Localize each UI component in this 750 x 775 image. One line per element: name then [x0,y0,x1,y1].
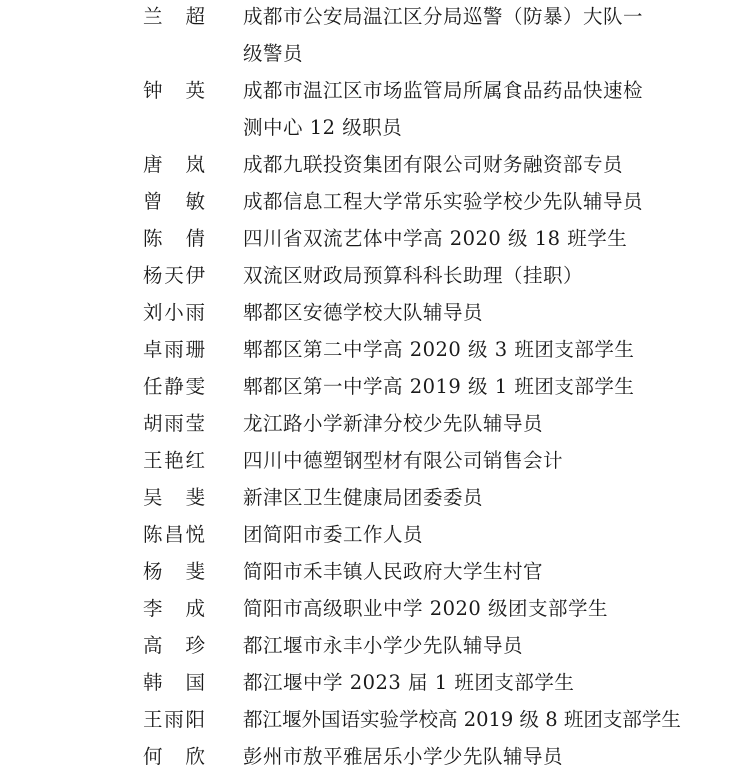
member-description: 级警员 [243,42,304,65]
member-description: 成都市温江区市场监管局所属食品药品快速检 [243,79,644,102]
member-description: 郫都区安德学校大队辅导员 [243,301,484,324]
member-name: 王艳红 [143,449,205,472]
member-description: 双流区财政局预算科科长助理（挂职） [243,264,584,287]
member-name: 杨天伊 [143,264,205,287]
member-description: 成都市公安局温江区分局巡警（防暴）大队一 [243,5,644,28]
member-description: 简阳市高级职业中学 2020 级团支部学生 [243,597,609,620]
member-description: 都江堰市永丰小学少先队辅导员 [243,634,524,657]
member-name: 陈 倩 [143,227,205,250]
member-name: 卓雨珊 [143,338,205,361]
member-description: 龙江路小学新津分校少先队辅导员 [243,412,544,435]
member-description: 成都九联投资集团有限公司财务融资部专员 [243,153,624,176]
member-name: 何 欣 [143,745,205,768]
member-description: 成都信息工程大学常乐实验学校少先队辅导员 [243,190,644,213]
member-name: 刘小雨 [143,301,205,324]
member-description: 团简阳市委工作人员 [243,523,424,546]
member-name: 陈昌悦 [143,523,205,546]
member-description: 新津区卫生健康局团委委员 [243,486,484,509]
member-description: 彭州市敖平雅居乐小学少先队辅导员 [243,745,564,768]
member-description: 四川中德塑钢型材有限公司销售会计 [243,449,564,472]
member-description: 都江堰外国语实验学校高 2019 级 8 班团支部学生 [243,708,681,731]
member-name: 钟 英 [143,79,205,102]
member-name: 吴 斐 [143,486,205,509]
member-description: 四川省双流艺体中学高 2020 级 18 班学生 [243,227,628,250]
member-name: 兰 超 [143,5,205,28]
member-name: 杨 斐 [143,560,205,583]
member-description: 测中心 12 级职员 [243,116,403,139]
member-name: 王雨阳 [143,708,205,731]
member-name: 曾 敏 [143,190,205,213]
member-name: 韩 国 [143,671,205,694]
member-name: 高 珍 [143,634,205,657]
member-description: 郫都区第一中学高 2019 级 1 班团支部学生 [243,375,635,398]
member-name: 任静雯 [143,375,205,398]
member-description: 简阳市禾丰镇人民政府大学生村官 [243,560,544,583]
member-description: 都江堰中学 2023 届 1 班团支部学生 [243,671,575,694]
member-name: 唐 岚 [143,153,205,176]
member-name: 李 成 [143,597,205,620]
member-description: 郫都区第二中学高 2020 级 3 班团支部学生 [243,338,635,361]
member-name: 胡雨莹 [143,412,205,435]
